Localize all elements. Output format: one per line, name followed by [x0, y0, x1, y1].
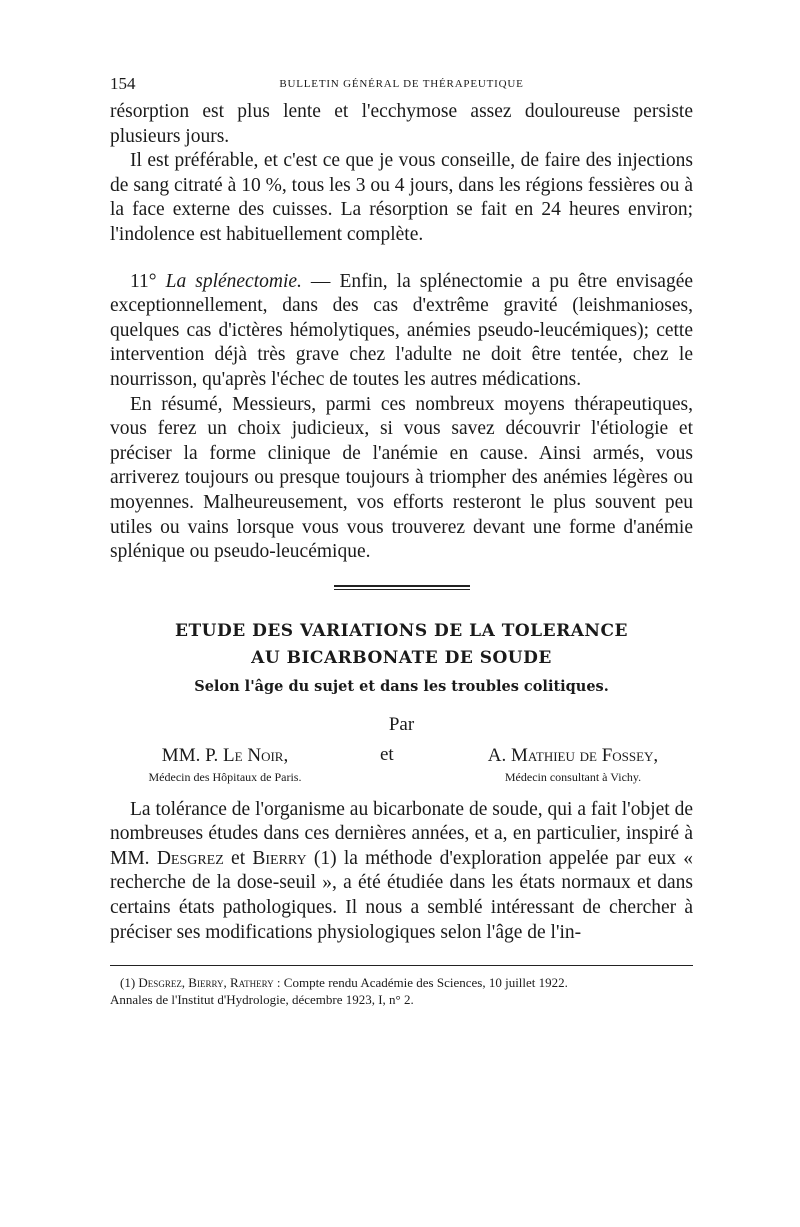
paragraph-splenectomy — [110, 270, 693, 393]
page — [110, 70, 693, 1008]
paragraph-resorption: résorption est plus lente et l'ecchymose assez douloureuse persiste plusieurs jours. — [110, 101, 693, 147]
section-text: — Enfin, la splénectomie a pu être envisagée exceptionnellement, dans des cas d'extrême gravité (leishmanioses, quelques cas d'ictères hémolytiques, anémies pseudo-leucémiques); cette intervention déjà très grave chez l'adulte ne doit être tentée, chez le nourrisson, qu'après l'échec de toutes les autres médications. — [110, 270, 694, 390]
author-2-name: A. Mathieu de Fossey, — [487, 744, 659, 766]
author-2 — [453, 744, 693, 786]
footnote-marker: (1) — [120, 975, 139, 991]
author-2-role: Médecin consultant à Vichy. — [504, 769, 642, 784]
author-1-name: MM. P. Le Noir, — [161, 744, 289, 766]
author-1 — [110, 744, 340, 786]
page-number: 154 — [110, 74, 136, 93]
footnote-authors: Desgrez, Bierry, Rathery — [138, 975, 274, 991]
paragraph-summary: En résumé, Messieurs, parmi ces nombreux moyens thérapeutiques, vous ferez un choix judicieux, si vous savez découvrir l'étiologie et préciser la forme clinique de l'anémie en cause. Ainsi armés, vous arriverez toujours ou presque toujours à triompher des anémies légères ou moyennes. Malheureusement, vos efforts resteront le plus souvent peu utiles ou vains lorsque vous vous trouverez devant une forme d'anémie splénique ou pseudo-leucémique. — [110, 393, 693, 563]
article-title-line-2: AU BICARBONATE DE SOUDE — [251, 647, 552, 668]
footnote-line-1: : Compte rendu Académie des Sciences, 10 juillet 1922. — [273, 975, 568, 991]
article-title-line-1: ETUDE DES VARIATIONS DE LA TOLERANCE — [175, 620, 628, 641]
footnote-rule — [110, 965, 693, 966]
paragraph-article-intro: La tolérance de l'organisme au bicarbonate de soude, qui a fait l'objet de nombreuses études dans ces dernières années, et a, en particulier, inspiré à MM. Desgrez et Bierry (1) la méthode d'exploration appelée par eux « recherche de la dose-seuil », a été étudiée dans les états normaux et dans certains états pathologiques. Il nous a semblé intéressant de chercher à préciser ses modifications physiologiques selon l'âge de l'in- — [110, 798, 693, 943]
author-1-role: Médecin des Hôpitaux de Paris. — [148, 769, 302, 784]
author-conjunction: et — [380, 743, 394, 765]
author-ref-desgrez: Desgrez — [156, 847, 224, 869]
section-heading-italic: La splénectomie. — [165, 270, 302, 292]
article-title — [110, 618, 693, 672]
section-number: 11° — [130, 270, 166, 292]
footnote — [110, 974, 693, 1008]
author-ref-bierry: Bierry — [252, 847, 307, 869]
paragraph-citrated-blood: Il est préférable, et c'est ce que je vous conseille, de faire des injections de sang citraté à 10 %, tous les 3 ou 4 jours, dans les régions fessières ou à la face externe des cuisses. La résorption se fait en 24 heures environ; l'indolence est habituellement complète. — [110, 150, 693, 245]
section-divider — [334, 585, 470, 590]
authors-block — [110, 744, 693, 798]
journal-title: BULLETIN GÉNÉRAL DE THÉRAPEUTIQUE — [279, 78, 524, 90]
article-subtitle: Selon l'âge du sujet et dans les troubles colitiques. — [194, 677, 609, 695]
byline-par: Par — [388, 713, 415, 735]
footnote-line-2: Annales de l'Institut d'Hydrologie, décembre 1923, I, n° 2. — [110, 992, 414, 1008]
running-head — [110, 70, 693, 100]
